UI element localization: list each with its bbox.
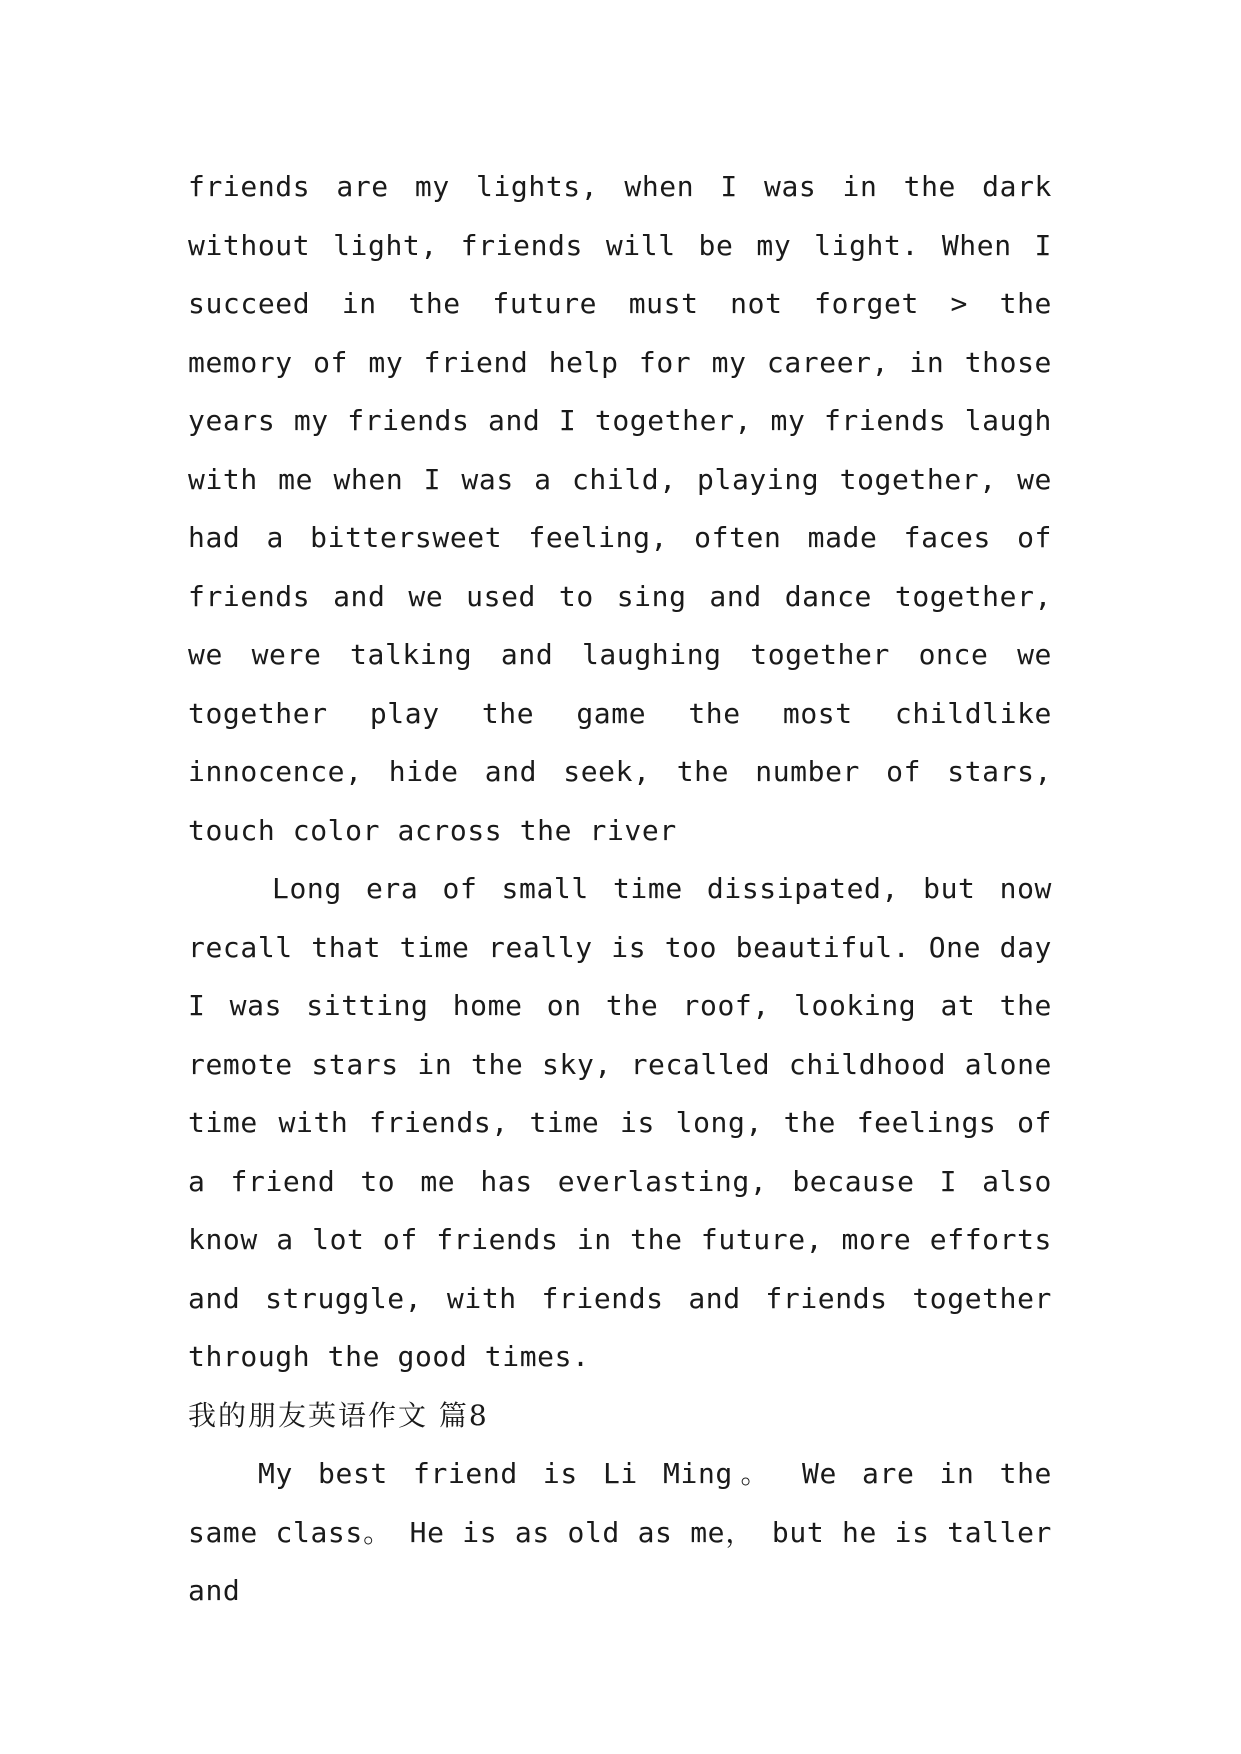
essay-heading: 我的朋友英语作文 篇8 (188, 1398, 489, 1432)
document-body (188, 158, 1052, 1621)
paragraph-best-friend: My best friend is Li Ming。 We are in the same class。 He is as old as me， but he is taller and (188, 1457, 1052, 1607)
paragraph-long-era: Long era of small time dissipated, but now recall that time really is too beautiful. One day I was sitting home on the roof, looking at the remote stars in the sky, recalled childhood alone time with friends, time is long, the feelings of a friend to me has everlasting, because I also know a lot of friends in the future, more efforts and struggle, with friends and friends together through the good times. (188, 872, 1052, 1373)
paragraph-friends-lights: friends are my lights, when I was in the dark without light, friends will be my light. When I succeed in the future must not forget > the memory of my friend help for my career, in those years my friends and I together, my friends laugh with me when I was a child, playing together, we had a bittersweet feeling, often made faces of friends and we used to sing and dance together, we were talking and laughing together once we together play the game the most childlike innocence, hide and seek, the number of stars, touch color across the river (188, 170, 1052, 847)
